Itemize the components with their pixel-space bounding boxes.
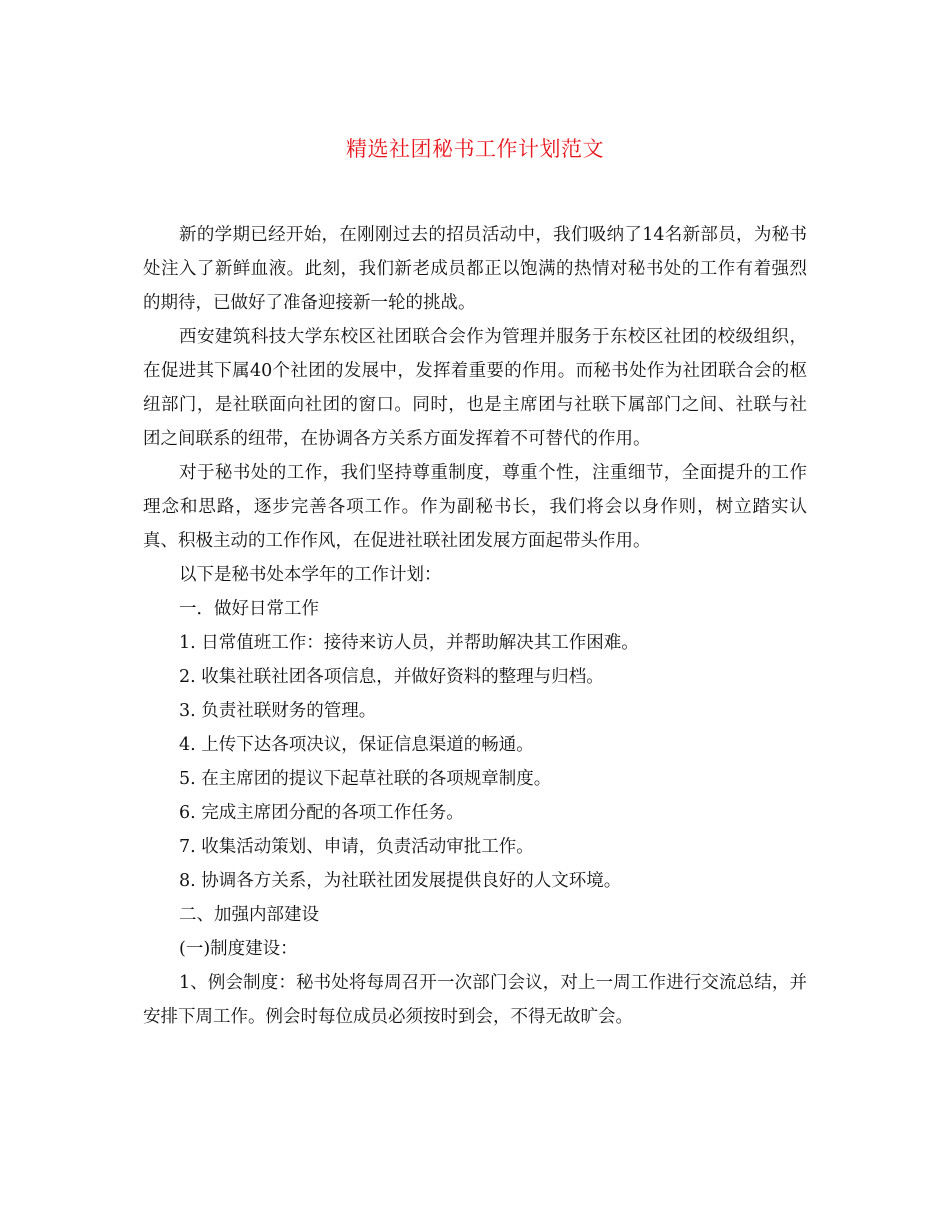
list-item: 1. 日常值班工作：接待来访人员，并帮助解决其工作困难。 bbox=[179, 633, 639, 653]
list-item: 2. 收集社联社团各项信息，并做好资料的整理与归档。 bbox=[179, 667, 604, 687]
paragraph-weekly-meeting: 1、例会制度：秘书处将每周召开一次部门会议，对上一周工作进行交流总结，并安排下周工作。例会时每位成员必须按时到会，不得无故旷会。 bbox=[143, 973, 807, 1027]
document-body bbox=[143, 218, 807, 1034]
list-item: 7. 收集活动策划、申请，负责活动审批工作。 bbox=[179, 837, 534, 857]
paragraph-intro: 新的学期已经开始，在刚刚过去的招员活动中，我们吸纳了14名新部员，为秘书处注入了新鲜血液。此刻，我们新老成员都正以饱满的热情对秘书处的工作有着强烈的期待，已做好了准备迎接新一轮的挑战。 bbox=[143, 225, 807, 313]
paragraph-association: 西安建筑科技大学东校区社团联合会作为管理并服务于东校区社团的校级组织，在促进其下属40个社团的发展中，发挥着重要的作用。而秘书处作为社团联合会的枢纽部门，是社联面向社团的窗口。同时，也是主席团与社联下属部门之间、社联与社团之间联系的纽带，在协调各方关系方面发挥着不可替代的作用。 bbox=[143, 327, 807, 449]
list-item: 3. 负责社联财务的管理。 bbox=[179, 701, 377, 721]
list-item: 5. 在主席团的提议下起草社联的各项规章制度。 bbox=[179, 769, 552, 789]
paragraph-work-philosophy: 对于秘书处的工作，我们坚持尊重制度，尊重个性，注重细节，全面提升的工作理念和思路，逐步完善各项工作。作为副秘书长，我们将会以身作则，树立踏实认真、积极主动的工作作风，在促进社联社团发展方面起带头作用。 bbox=[143, 463, 807, 551]
list-item: 8. 协调各方关系，为社联社团发展提供良好的人文环境。 bbox=[179, 871, 622, 891]
list-item: 4. 上传下达各项决议，保证信息渠道的畅通。 bbox=[179, 735, 534, 755]
document-title: 精选社团秘书工作计划范文 bbox=[346, 137, 604, 161]
section-heading-daily-work: 一．做好日常工作 bbox=[179, 599, 319, 619]
subsection-heading-system: (一)制度建设： bbox=[179, 939, 298, 959]
section-heading-internal-building: 二、加强内部建设 bbox=[179, 905, 319, 925]
list-item: 6. 完成主席团分配的各项工作任务。 bbox=[179, 803, 464, 823]
plan-intro-line: 以下是秘书处本学年的工作计划： bbox=[179, 565, 442, 585]
